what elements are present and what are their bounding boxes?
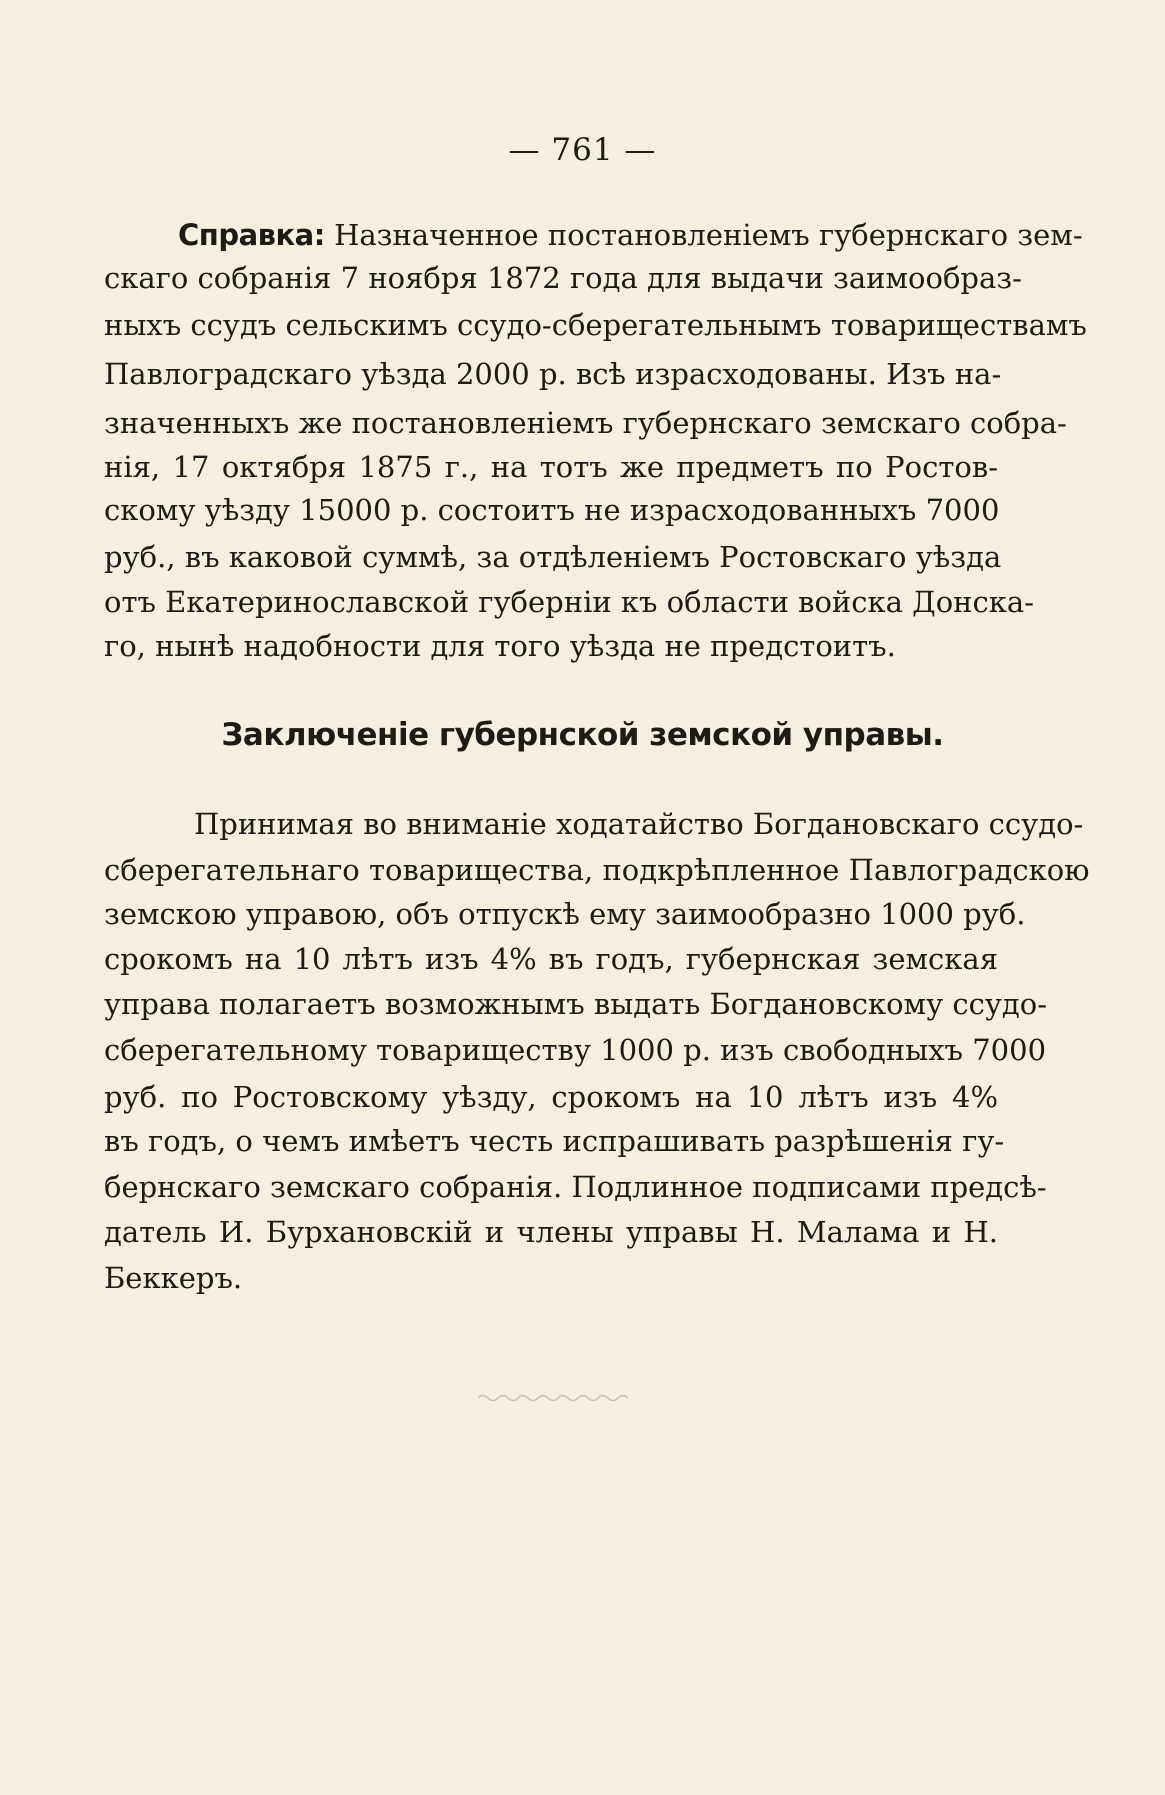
reference-line-2: скаго собранія 7 ноября 1872 года для выдачи заимообраз- [104, 261, 1022, 295]
conclusion-line-6: сберегательному товариществу 1000 р. изъ свободныхъ 7000 [104, 1033, 1047, 1067]
reference-label: Справка: [178, 218, 325, 252]
reference-line-3: ныхъ ссудъ сельскимъ ссудо-сберегательнымъ товариществамъ [104, 308, 1087, 342]
conclusion-line-3: земскою управою, объ отпускѣ ему заимообразно 1000 руб. [104, 897, 1026, 931]
reference-line-9: отъ Екатеринославской губерніи къ области войска Донска- [104, 585, 1034, 619]
reference-line-10: го, нынѣ надобности для того уѣзда не предстоитъ. [104, 629, 896, 663]
reference-text-1: Назначенное постановленіемъ губернскаго зем- [324, 218, 1083, 252]
conclusion-line-4: срокомъ на 10 лѣтъ изъ 4% въ годъ, губернская земская [104, 942, 998, 976]
conclusion-heading: Заключеніе губернской земской управы. [221, 717, 944, 753]
conclusion-line-8: въ годъ, о чемъ имѣетъ честь испрашивать разрѣшенія гу- [104, 1124, 1005, 1158]
reference-line-6: нія, 17 октября 1875 г., на тотъ же предметъ по Ростов- [104, 450, 998, 484]
reference-line-1 [178, 215, 1083, 255]
conclusion-line-11: Беккеръ. [104, 1261, 243, 1295]
conclusion-line-10: датель И. Бурхановскій и члены управы Н. Малама и Н. [104, 1215, 998, 1249]
conclusion-line-1: Принимая во вниманіе ходатайство Богдановскаго ссудо- [194, 807, 1084, 841]
conclusion-line-7: руб. по Ростовскому уѣзду, срокомъ на 10 лѣтъ изъ 4% [104, 1080, 998, 1114]
reference-line-4: Павлоградскаго уѣзда 2000 р. всѣ израсходованы. Изъ на- [104, 357, 1002, 391]
conclusion-line-2: сберегательнаго товарищества, подкрѣпленное Павлоградскою [104, 853, 1090, 887]
show-through-ornament [478, 1393, 628, 1403]
page-number: — 761 — [508, 132, 657, 168]
conclusion-line-5: управа полагаетъ возможнымъ выдать Богдановскому ссудо- [104, 987, 1048, 1021]
reference-line-5: значенныхъ же постановленіемъ губернскаго земскаго собра- [104, 406, 1067, 440]
reference-line-8: руб., въ каковой суммѣ, за отдѣленіемъ Ростовскаго уѣзда [104, 540, 1002, 574]
conclusion-line-9: бернскаго земскаго собранія. Подлинное подписами предсѣ- [104, 1170, 1047, 1204]
reference-line-7: скому уѣзду 15000 р. состоитъ не израсходованныхъ 7000 [104, 493, 1000, 527]
